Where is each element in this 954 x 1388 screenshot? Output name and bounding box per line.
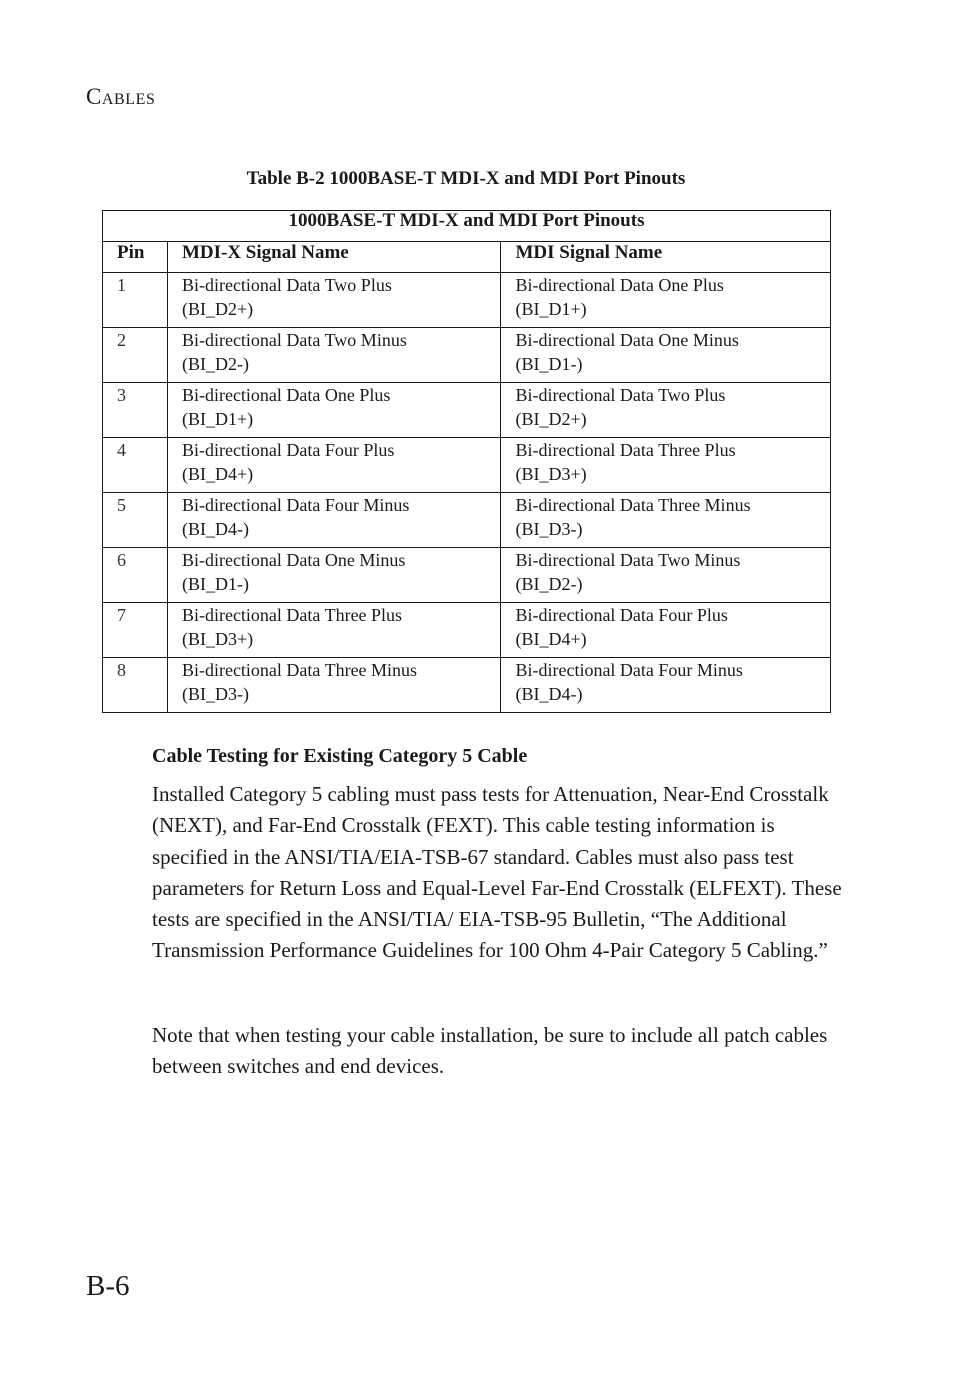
pin-cell: 8: [103, 658, 168, 713]
running-head: [86, 84, 156, 110]
mdix-signal-cell: [167, 603, 501, 658]
mdix-signal-cell: [167, 493, 501, 548]
mdix-signal-cell-line-2: (BI_D1-): [181, 574, 249, 594]
mdix-signal-cell-line-1: Bi-directional Data Two Minus: [181, 330, 407, 350]
mdi-signal-cell-line-2: (BI_D4-): [515, 684, 583, 704]
pin-cell: 4: [103, 438, 168, 493]
pin-cell: 5: [103, 493, 168, 548]
mdi-signal-cell-line-1: Bi-directional Data Three Minus: [515, 495, 751, 515]
table-row: [103, 438, 831, 493]
header-mdi: MDI Signal Name: [501, 242, 831, 273]
running-head-initial: C: [86, 84, 102, 109]
pin-cell: 3: [103, 383, 168, 438]
mdix-signal-cell-line-1: Bi-directional Data Four Minus: [181, 495, 410, 515]
paragraph-testing: Installed Category 5 cabling must pass tests for Attenuation, Near-End Crosstalk (NEXT), and Far-End Crosstalk (FEXT). This cable testing information is specified in the ANSI/TIA/EIA-TSB-67 standard. Cables must also pass test parameters for Return Loss and Equal-Level Far-End Crosstalk (ELFEXT). These tests are specified in the ANSI/TIA/ EIA-TSB-95 Bulletin, “The Additional Transmission Performance Guidelines for 100 Ohm 4-Pair Category 5 Cabling.”: [152, 782, 842, 963]
pinout-table: [102, 210, 831, 713]
table-caption: Table B-2 1000BASE-T MDI-X and MDI Port Pinouts: [246, 168, 686, 189]
mdi-signal-cell: [501, 658, 831, 713]
table-row: [103, 548, 831, 603]
mdix-signal-cell-line-2: (BI_D4+): [181, 464, 254, 484]
pin-cell: 6: [103, 548, 168, 603]
mdi-signal-cell: [501, 548, 831, 603]
mdix-signal-cell-line-1: Bi-directional Data Three Plus: [181, 605, 403, 625]
mdi-signal-cell: [501, 383, 831, 438]
mdi-signal-cell-line-1: Bi-directional Data Three Plus: [515, 440, 736, 460]
mdix-signal-cell: [167, 383, 501, 438]
mdix-signal-cell-line-1: Bi-directional Data Two Plus: [181, 275, 392, 295]
mdix-signal-cell: [167, 438, 501, 493]
mdix-signal-cell: [167, 328, 501, 383]
pin-cell: 7: [103, 603, 168, 658]
mdi-signal-cell: [501, 328, 831, 383]
mdi-signal-cell-line-1: Bi-directional Data Four Plus: [515, 605, 728, 625]
mdix-signal-cell-line-2: (BI_D3+): [181, 629, 254, 649]
mdi-signal-cell-line-2: (BI_D2+): [515, 409, 587, 429]
table-row: [103, 383, 831, 438]
table-header-row: [103, 242, 831, 273]
pin-cell: 1: [103, 273, 168, 328]
mdix-signal-cell-line-1: Bi-directional Data One Minus: [181, 550, 406, 570]
paragraph-note: Note that when testing your cable installation, be sure to include all patch cables between switches and end devices.: [152, 1023, 828, 1079]
mdix-signal-cell-line-2: (BI_D4-): [181, 519, 249, 539]
mdi-signal-cell-line-1: Bi-directional Data Two Minus: [515, 550, 741, 570]
header-pin: Pin: [103, 242, 168, 273]
mdix-signal-cell-line-1: Bi-directional Data Four Plus: [181, 440, 395, 460]
table-row: [103, 273, 831, 328]
mdi-signal-cell: [501, 273, 831, 328]
section-heading: Cable Testing for Existing Category 5 Cable: [152, 745, 528, 767]
mdi-signal-cell-line-1: Bi-directional Data One Plus: [515, 275, 724, 295]
mdix-signal-cell-line-1: Bi-directional Data One Plus: [181, 385, 391, 405]
table-row: [103, 493, 831, 548]
mdix-signal-cell-line-2: (BI_D2+): [181, 299, 254, 319]
mdix-signal-cell: [167, 548, 501, 603]
mdix-signal-cell-line-2: (BI_D2-): [181, 354, 249, 374]
mdi-signal-cell-line-2: (BI_D1-): [515, 354, 583, 374]
mdi-signal-cell-line-2: (BI_D4+): [515, 629, 587, 649]
mdi-signal-cell-line-2: (BI_D3+): [515, 464, 587, 484]
mdi-signal-cell: [501, 603, 831, 658]
table-row: [103, 328, 831, 383]
mdi-signal-cell-line-2: (BI_D1+): [515, 299, 587, 319]
mdix-signal-cell-line-2: (BI_D1+): [181, 409, 254, 429]
mdi-signal-cell-line-1: Bi-directional Data Four Minus: [515, 660, 743, 680]
mdix-signal-cell: [167, 273, 501, 328]
table-row: [103, 603, 831, 658]
running-head-rest: ABLES: [101, 91, 156, 108]
mdi-signal-cell-line-2: (BI_D3-): [515, 519, 583, 539]
header-mdix: MDI-X Signal Name: [167, 242, 501, 273]
pin-cell: 2: [103, 328, 168, 383]
mdi-signal-cell-line-1: Bi-directional Data Two Plus: [515, 385, 726, 405]
mdi-signal-cell: [501, 438, 831, 493]
page-number: B-6: [86, 1270, 130, 1302]
table-row: [103, 658, 831, 713]
mdi-signal-cell-line-1: Bi-directional Data One Minus: [515, 330, 739, 350]
mdi-signal-cell: [501, 493, 831, 548]
mdix-signal-cell-line-2: (BI_D3-): [181, 684, 249, 704]
mdi-signal-cell-line-2: (BI_D2-): [515, 574, 583, 594]
table-title: 1000BASE-T MDI-X and MDI Port Pinouts: [103, 211, 831, 242]
mdix-signal-cell-line-1: Bi-directional Data Three Minus: [181, 660, 418, 680]
mdix-signal-cell: [167, 658, 501, 713]
